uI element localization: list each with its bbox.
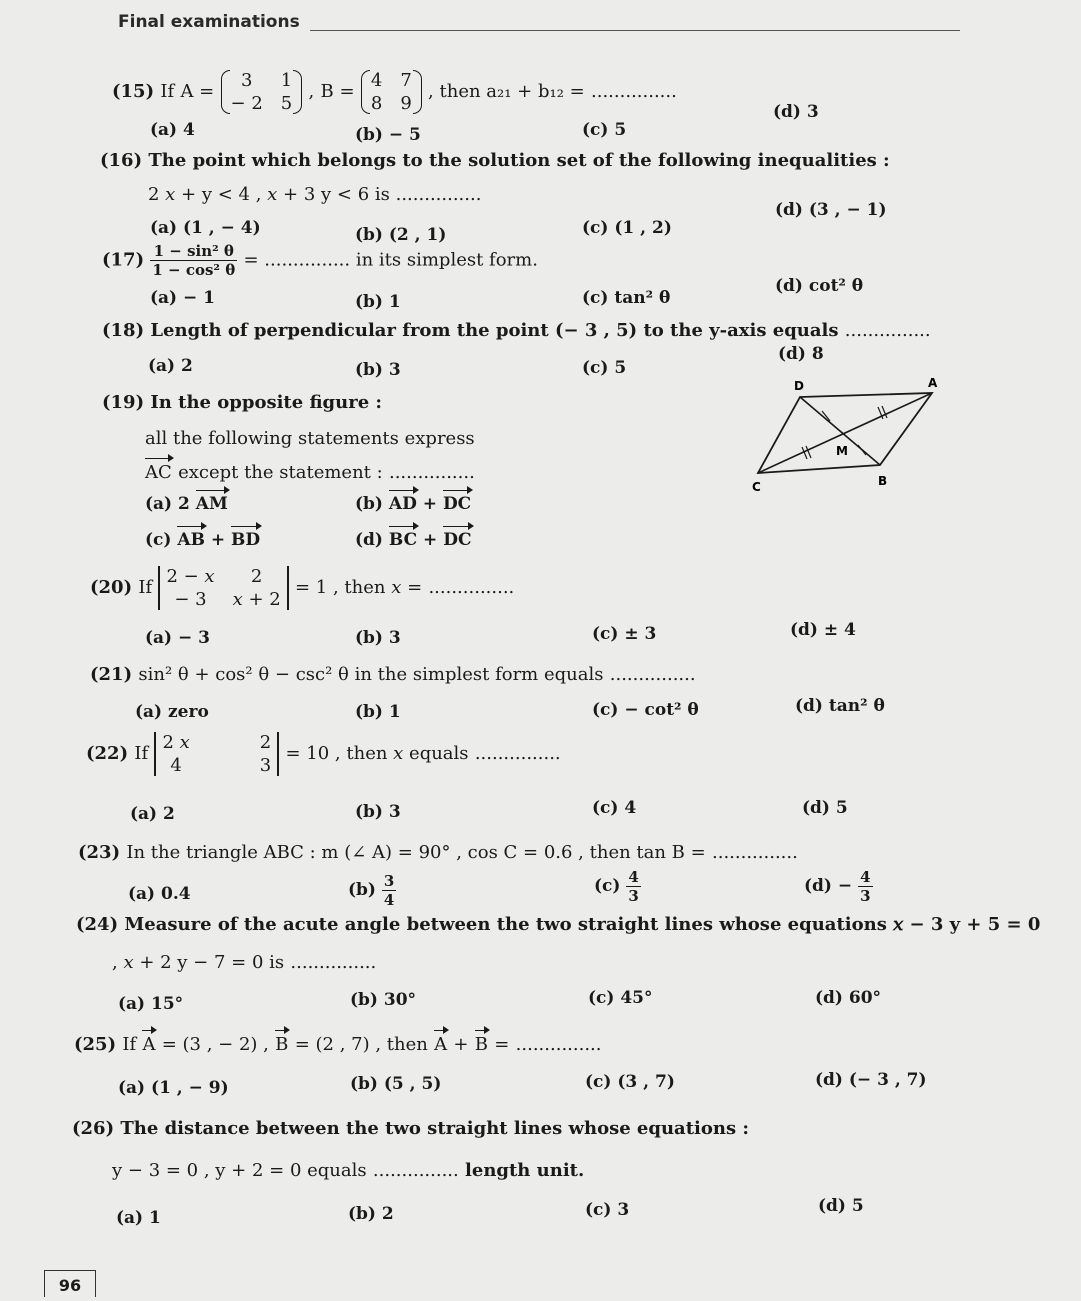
matrix-cell: 7 [400,70,412,91]
q18-option-b[interactable]: (b) 3 [355,360,401,380]
vector-bd: BD [231,530,261,550]
q25-vector-b-value: = (2 , 7) , then [294,1034,428,1055]
q20-then: = 1 , then 𝑥 = [295,577,423,598]
vector-ad: AD [388,494,417,514]
q23-option-a[interactable]: (a) 0.4 [128,884,191,904]
q15-option-b[interactable]: (b) − 5 [355,125,421,145]
q20-answer-blank: ............... [428,577,515,598]
q20-determinant [158,566,288,610]
fraction-denominator: 3 [628,887,639,905]
matrix-cell: 1 [280,70,293,91]
q15-then: , then a₂₁ + b₁₂ = [428,81,585,102]
matrix-cell: 4 [170,755,182,776]
q19-option-d[interactable] [355,530,472,550]
question-23 [78,842,798,863]
q15-answer-blank: ............... [591,81,677,102]
q15-matrix-b [361,70,422,114]
q22-option-a[interactable]: (a) 2 [130,804,175,824]
matrix-cell: 9 [400,93,412,114]
q16-text: The point which belongs to the solution set of the following inequalities : [148,150,890,171]
q19-except-text: except the statement : [178,462,383,483]
q18-answer-blank: ............... [844,320,931,341]
vector-b: B [275,1034,289,1055]
q21-option-d[interactable]: (d) tan² θ [795,696,885,716]
q21-option-c[interactable]: (c) − cot² θ [592,700,699,720]
q26-line2 [112,1160,584,1181]
q18-text: Length of perpendicular from the point (− 3 , 5) to the y-axis equals [150,320,839,341]
question-15 [112,70,677,114]
q15-if: If [160,81,175,102]
q17-option-a[interactable]: (a) − 1 [150,288,216,308]
q15-option-d[interactable]: (d) 3 [773,102,819,122]
q25-option-a[interactable]: (a) (1 , − 9) [118,1078,229,1098]
q25-number: (25) [74,1034,117,1055]
fraction-4-3 [626,868,640,905]
question-18 [102,320,931,341]
q25-option-d[interactable]: (d) (− 3 , 7) [815,1070,927,1090]
question-16 [100,150,890,171]
q26-number: (26) [72,1118,115,1139]
q17-fraction [150,242,237,279]
q18-option-d[interactable]: (d) 8 [778,344,824,364]
q15-option-a[interactable]: (a) 4 [150,120,195,140]
q15-matrix-a [221,70,303,114]
q20-number: (20) [90,577,133,598]
vector-b: B [474,1034,489,1055]
fraction-numerator: 3 [383,872,395,890]
tick-mark [806,446,811,458]
matrix-cell: 4 [370,70,383,91]
q22-number: (22) [86,743,129,764]
q20-option-a[interactable]: (a) − 3 [145,628,211,648]
q18-number: (18) [102,320,145,341]
q24-number: (24) [76,914,119,935]
q16-inequalities [148,184,481,205]
q16-answer-blank: ............... [395,184,482,205]
q19-option-b[interactable] [355,494,471,514]
q24-option-a[interactable]: (a) 15° [118,994,184,1014]
question-22 [86,732,561,776]
q17-text: = ............... in its simplest form. [243,249,538,271]
matrix-cell: − 3 [174,589,207,610]
label-b: B [878,474,888,488]
vector-bc: BC [388,530,418,550]
matrix-cell: 3 [240,70,253,91]
question-24 [76,914,1040,935]
q26-answer-blank: ............... [372,1160,459,1181]
q17-option-b[interactable]: (b) 1 [355,292,401,312]
plus-sign: + [210,530,226,550]
page-number: 96 [44,1270,96,1297]
q15-b-label: B = [320,81,355,102]
matrix-cell: − 2 [230,93,263,114]
q16-option-a[interactable]: (a) (1 , − 4) [150,218,261,238]
tick-mark [858,445,866,455]
q26-option-b[interactable]: (b) 2 [348,1204,394,1224]
fraction-denominator: 1 − cos² θ [152,261,236,279]
diagonal-ac [758,393,932,473]
question-17 [102,242,538,279]
q22-if: If [134,743,149,764]
q23-text: In the triangle ABC : m (∠ A) = 90° , cos C = 0.6 , then tan B = [126,842,706,863]
q20-if: If [138,577,153,598]
option-label: (c) [594,876,621,896]
label-a: A [928,376,938,390]
matrix-cell: 2 [250,566,263,587]
option-label: (d) − [804,876,853,896]
q23-option-c[interactable] [594,868,641,905]
option-label: (b) [355,494,383,514]
q21-number: (21) [90,664,133,685]
q24-option-d[interactable]: (d) 60° [815,988,882,1008]
parallelogram-figure [750,375,950,495]
matrix-cell: 2 𝑥 [162,732,190,753]
q19-line2: all the following statements express [145,428,475,449]
q22-then: = 10 , then 𝑥 equals [285,743,469,764]
q20-option-d[interactable]: (d) ± 4 [790,620,856,640]
header-title: Final examinations [118,12,300,32]
q15-a-label: A = [180,81,215,102]
q26-unit-text: length unit. [465,1160,585,1181]
q19-option-a[interactable] [145,494,228,514]
q22-determinant [154,732,279,776]
q24-equation-2: , 𝑥 + 2 y − 7 = 0 is [112,952,285,973]
q19-answer-blank: ............... [388,462,475,483]
vector-dc: DC [443,530,472,550]
matrix-cell: 2 [259,732,272,753]
matrix-cell: 8 [370,93,383,114]
q25-if: If [122,1034,137,1055]
q21-option-b[interactable]: (b) 1 [355,702,401,722]
q22-option-b[interactable]: (b) 3 [355,802,401,822]
q24-answer-blank: ............... [290,952,377,973]
q16-option-d[interactable]: (d) (3 , − 1) [775,200,887,220]
q19-text: In the opposite figure : [150,392,383,413]
q24-line2 [112,952,376,973]
fraction-4-3 [858,868,872,905]
option-label: (d) [355,530,383,550]
q26-option-a[interactable]: (a) 1 [116,1208,161,1228]
q16-ineq-text: 2 𝑥 + y < 4 , 𝑥 + 3 y < 6 is [148,184,390,205]
q25-option-c[interactable]: (c) (3 , 7) [585,1072,675,1092]
vector-am: AM [195,494,228,514]
q19-line3 [145,462,475,483]
q15-option-c[interactable]: (c) 5 [582,120,627,140]
plus-sign: + [423,530,438,550]
question-20 [90,566,514,610]
q19-option-c[interactable] [145,530,260,550]
matrix-cell: 𝑥 + 2 [232,589,281,610]
vector-ac: AC [145,462,172,483]
vector-ab: AB [177,530,205,550]
q22-answer-blank: ............... [474,743,561,764]
question-19 [102,392,382,413]
q25-vector-a-value: = (3 , − 2) , [161,1034,269,1055]
q21-option-a[interactable]: (a) zero [135,702,209,722]
header-rule [310,30,960,31]
matrix-cell: 5 [280,93,293,114]
fraction-numerator: 4 [628,868,639,886]
q17-number: (17) [102,249,145,271]
q22-option-d[interactable]: (d) 5 [802,798,848,818]
q20-option-b[interactable]: (b) 3 [355,628,401,648]
q21-text: sin² θ + cos² θ − csc² θ in the simplest form equals [138,664,604,685]
fraction-denominator: 4 [383,891,395,909]
fraction-numerator: 1 − sin² θ [150,242,237,261]
q24-option-b[interactable]: (b) 30° [350,990,417,1010]
fraction-numerator: 4 [860,868,871,886]
fraction-3-4 [382,872,396,909]
q22-option-c[interactable]: (c) 4 [592,798,637,818]
q24-text: Measure of the acute angle between the two straight lines whose equations 𝑥 − 3 y + 5 = 0 [124,914,1041,935]
matrix-cell: 2 − 𝑥 [166,566,215,587]
q15-number: (15) [112,81,155,102]
q26-option-d[interactable]: (d) 5 [818,1196,864,1216]
label-c: C [752,480,761,494]
q16-number: (16) [100,150,143,171]
q17-option-c[interactable]: (c) tan² θ [582,288,671,308]
q23-number: (23) [78,842,121,863]
q25-option-b[interactable]: (b) (5 , 5) [350,1074,442,1094]
q25-answer-blank: ............... [515,1034,602,1055]
vector-a: A [434,1034,448,1055]
option-label: (a) 2 [145,494,190,514]
question-26 [72,1118,749,1139]
matrix-cell: 3 [259,755,272,776]
label-d: D [794,379,804,393]
vector-dc: DC [442,494,472,514]
q18-option-c[interactable]: (c) 5 [582,358,627,378]
q16-option-b[interactable]: (b) (2 , 1) [355,225,447,245]
plus-sign: + [422,494,438,514]
option-label: (b) [348,880,376,900]
q18-option-a[interactable]: (a) 2 [148,356,193,376]
vector-a: A [142,1034,156,1055]
q23-option-b[interactable] [348,872,396,909]
q16-option-c[interactable]: (c) (1 , 2) [582,218,672,238]
q26-equations: y − 3 = 0 , y + 2 = 0 equals [112,1160,367,1181]
equals-sign: = [494,1034,510,1055]
fraction-denominator: 3 [860,887,871,905]
q19-number: (19) [102,392,145,413]
plus-sign: + [453,1034,469,1055]
q21-answer-blank: ............... [609,664,696,685]
q24-option-c[interactable]: (c) 45° [588,988,653,1008]
q26-text: The distance between the two straight lines whose equations : [120,1118,750,1139]
q20-option-c[interactable]: (c) ± 3 [592,624,657,644]
question-25 [74,1034,602,1055]
label-m: M [836,444,848,458]
q17-option-d[interactable]: (d) cot² θ [775,276,864,296]
q23-option-d[interactable] [804,868,873,905]
q15-comma: , [308,81,315,102]
q26-option-c[interactable]: (c) 3 [585,1200,630,1220]
option-label: (c) [145,530,172,550]
q23-answer-blank: ............... [712,842,798,863]
question-21 [90,664,696,685]
